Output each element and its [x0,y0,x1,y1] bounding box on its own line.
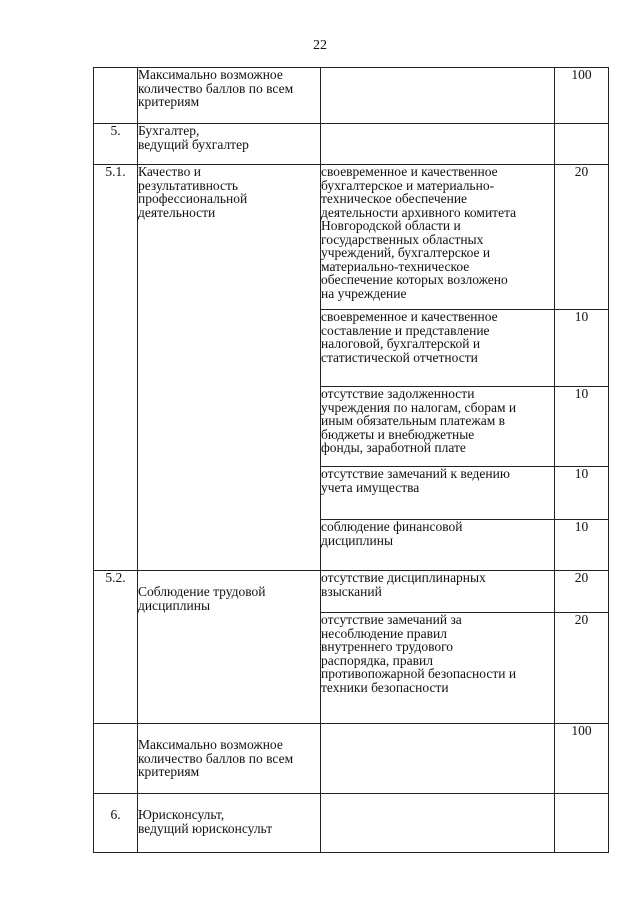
row-name-cell [138,68,321,124]
section-title: Бухгалтер, ведущий бухгалтер [138,124,321,165]
points-cell: 20 [555,165,609,310]
points-cell: 10 [555,467,609,520]
indicator-cell: своевременное и качественное составление и представление налоговой, бухгалтерской и статистической отчетности [321,310,555,387]
max-score-label: Максимально возможное количество баллов по всем критериям [138,737,294,779]
page-number: 22 [313,38,327,53]
section-number: 6. [94,794,138,853]
criterion-number: 5.2. [94,571,138,724]
max-score-value: 100 [571,67,592,82]
row-number-cell [94,68,138,124]
points-cell: 20 [555,571,609,613]
points-cell [555,124,609,165]
indicator-cell [321,124,555,165]
table-row [94,724,609,794]
table-row [94,68,609,124]
criterion-number: 5.1. [94,165,138,571]
max-score-value: 100 [571,723,592,738]
indicator-cell: отсутствие задолженности учреждения по налогам, сборам и иным обязательным платежам в бюджеты и внебюджетные фонды, заработной плате [321,387,555,467]
criterion-name: Качество и результативность профессиональной деятельности [138,165,321,571]
row-number-cell [94,724,138,794]
criterion-name: Соблюдение трудовой дисциплины [138,571,321,724]
points-cell: 10 [555,520,609,571]
row-name-cell [138,724,321,794]
points-cell [555,794,609,853]
indicator-cell [321,68,555,124]
points-cell: 10 [555,387,609,467]
section-row [94,794,609,853]
section-row [94,124,609,165]
table-row [94,571,609,613]
max-score-label: Максимально возможное количество баллов по всем критериям [138,67,294,109]
table-row [94,165,609,310]
points-cell [555,68,609,124]
indicator-cell [321,724,555,794]
indicator-cell: своевременное и качественное бухгалтерское и материально- техническое обеспечение деятельности архивного комитета Новгородской области и государственных областных учреждений, бухгалтерское и материально-техническое обеспечение которых возложено на учреждение [321,165,555,310]
points-cell: 20 [555,613,609,724]
indicator-cell: соблюдение финансовой дисциплины [321,520,555,571]
indicator-cell [321,794,555,853]
criteria-table [93,67,609,853]
points-cell: 10 [555,310,609,387]
indicator-cell: отсутствие дисциплинарных взысканий [321,571,555,613]
points-cell [555,724,609,794]
section-number: 5. [94,124,138,165]
indicator-cell: отсутствие замечаний за несоблюдение правил внутреннего трудового распорядка, правил противопожарной безопасности и техники безопасности [321,613,555,724]
indicator-cell: отсутствие замечаний к ведению учета имущества [321,467,555,520]
section-title: Юрисконсульт, ведущий юрисконсульт [138,794,321,853]
